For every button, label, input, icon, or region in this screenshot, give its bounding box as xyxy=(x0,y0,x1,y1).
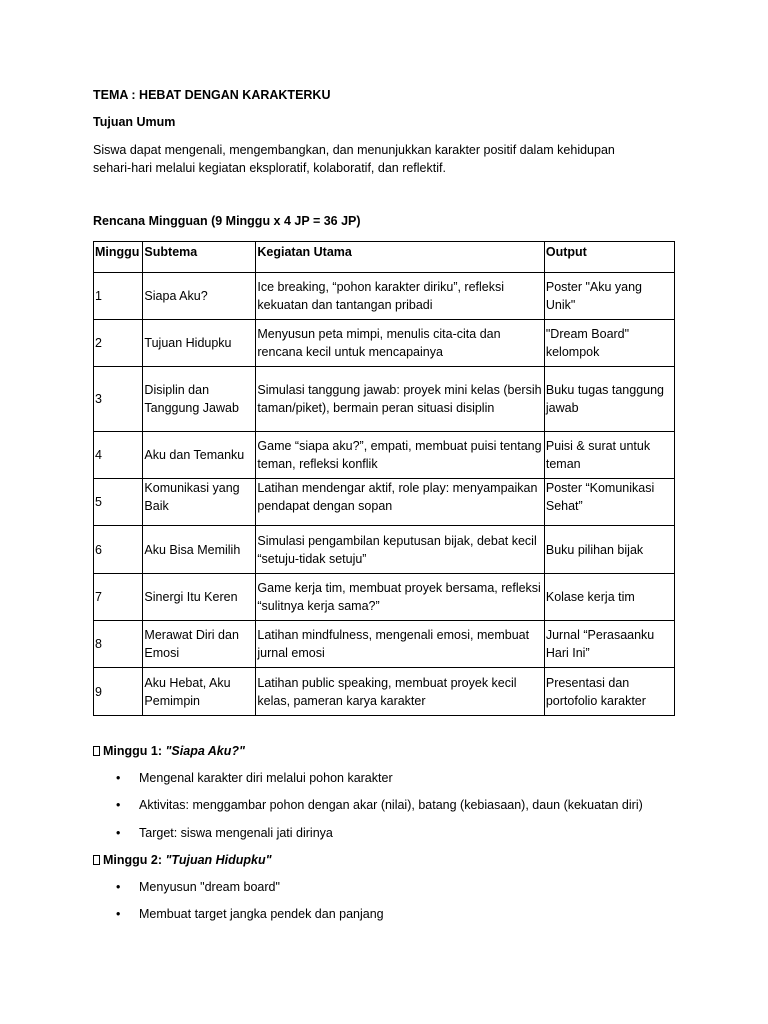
weekly-plan-table xyxy=(93,241,675,716)
cell-week: 9 xyxy=(94,668,143,716)
cell-week: 2 xyxy=(94,320,143,367)
table-row xyxy=(94,320,675,367)
cell-output: Jurnal “Perasaanku Hari Ini” xyxy=(544,621,674,668)
cell-activity: Latihan mindfulness, mengenali emosi, membuat jurnal emosi xyxy=(256,621,544,668)
list-item-text: Aktivitas: menggambar pohon dengan akar (nilai), batang (kebiasaan), daun (kekuatan diri) xyxy=(139,798,643,812)
table-row xyxy=(94,273,675,320)
cell-week: 1 xyxy=(94,273,143,320)
header-minggu: Minggu xyxy=(94,242,143,273)
cell-week: 6 xyxy=(94,526,143,574)
cell-activity: Simulasi pengambilan keputusan bijak, debat kecil “setuju-tidak setuju” xyxy=(256,526,544,574)
cell-activity: Ice breaking, “pohon karakter diriku”, refleksi kekuatan dan tantangan pribadi xyxy=(256,273,544,320)
cell-activity: Game “siapa aku?”, empati, membuat puisi tentang teman, refleksi konflik xyxy=(256,432,544,479)
table-row xyxy=(94,574,675,621)
list-item-text: Membuat target jangka pendek dan panjang xyxy=(139,907,384,921)
cell-subtheme: Sinergi Itu Keren xyxy=(143,574,256,621)
header-subtema: Subtema xyxy=(143,242,256,273)
theme-title: TEMA : HEBAT DENGAN KARAKTERKU xyxy=(93,88,331,102)
table-row xyxy=(94,668,675,716)
table-row xyxy=(94,526,675,574)
week-1-heading xyxy=(93,744,245,758)
week-2-title: "Tujuan Hidupku" xyxy=(165,853,272,867)
cell-subtheme: Merawat Diri dan Emosi xyxy=(143,621,256,668)
week-1-label: Minggu 1: xyxy=(103,744,166,758)
cell-subtheme: Aku Bisa Memilih xyxy=(143,526,256,574)
cell-week: 4 xyxy=(94,432,143,479)
cell-output: Poster “Komunikasi Sehat” xyxy=(544,479,674,526)
cell-activity: Menyusun peta mimpi, menulis cita-cita dan rencana kecil untuk mencapainya xyxy=(256,320,544,367)
cell-activity: Game kerja tim, membuat proyek bersama, refleksi “sulitnya kerja sama?” xyxy=(256,574,544,621)
list-item-text: Target: siswa mengenali jati dirinya xyxy=(139,826,333,840)
cell-output: Kolase kerja tim xyxy=(544,574,674,621)
cell-activity: Latihan mendengar aktif, role play: menyampaikan pendapat dengan sopan xyxy=(256,479,544,526)
header-output: Output xyxy=(544,242,674,273)
missing-glyph-icon xyxy=(93,855,100,865)
plan-heading: Rencana Mingguan (9 Minggu x 4 JP = 36 JP) xyxy=(93,214,361,228)
cell-activity: Latihan public speaking, membuat proyek kecil kelas, pameran karya karakter xyxy=(256,668,544,716)
cell-subtheme: Tujuan Hidupku xyxy=(143,320,256,367)
cell-week: 5 xyxy=(94,479,143,526)
cell-output: Presentasi dan portofolio karakter xyxy=(544,668,674,716)
cell-output: Buku tugas tanggung jawab xyxy=(544,367,674,432)
table-row xyxy=(94,621,675,668)
cell-week: 8 xyxy=(94,621,143,668)
table-row xyxy=(94,367,675,432)
table-row xyxy=(94,479,675,526)
cell-subtheme: Aku dan Temanku xyxy=(143,432,256,479)
header-kegiatan: Kegiatan Utama xyxy=(256,242,544,273)
bullet-icon: • xyxy=(116,907,121,921)
list-item-text: Menyusun "dream board" xyxy=(139,880,280,894)
week-2-heading xyxy=(93,853,272,867)
cell-activity: Simulasi tanggung jawab: proyek mini kelas (bersih taman/piket), bermain peran situasi disiplin xyxy=(256,367,544,432)
cell-output: Poster "Aku yang Unik" xyxy=(544,273,674,320)
cell-subtheme: Komunikasi yang Baik xyxy=(143,479,256,526)
bullet-icon: • xyxy=(116,798,121,812)
goal-heading: Tujuan Umum xyxy=(93,115,176,129)
table-header-row xyxy=(94,242,675,273)
list-item-text: Mengenal karakter diri melalui pohon karakter xyxy=(139,771,393,785)
cell-subtheme: Aku Hebat, Aku Pemimpin xyxy=(143,668,256,716)
cell-week: 3 xyxy=(94,367,143,432)
missing-glyph-icon xyxy=(93,746,100,756)
cell-week: 7 xyxy=(94,574,143,621)
bullet-icon: • xyxy=(116,880,121,894)
week-2-label: Minggu 2: xyxy=(103,853,166,867)
table-row xyxy=(94,432,675,479)
cell-subtheme: Siapa Aku? xyxy=(143,273,256,320)
bullet-icon: • xyxy=(116,826,121,840)
cell-output: Puisi & surat untuk teman xyxy=(544,432,674,479)
cell-subtheme: Disiplin dan Tanggung Jawab xyxy=(143,367,256,432)
bullet-icon: • xyxy=(116,771,121,785)
cell-output: "Dream Board" kelompok xyxy=(544,320,674,367)
cell-output: Buku pilihan bijak xyxy=(544,526,674,574)
week-1-title: "Siapa Aku?" xyxy=(165,744,245,758)
goal-text: Siswa dapat mengenali, mengembangkan, dan menunjukkan karakter positif dalam kehidupan sehari-hari melalui kegiatan eksploratif, kolaboratif, dan reflektif. xyxy=(93,143,615,175)
